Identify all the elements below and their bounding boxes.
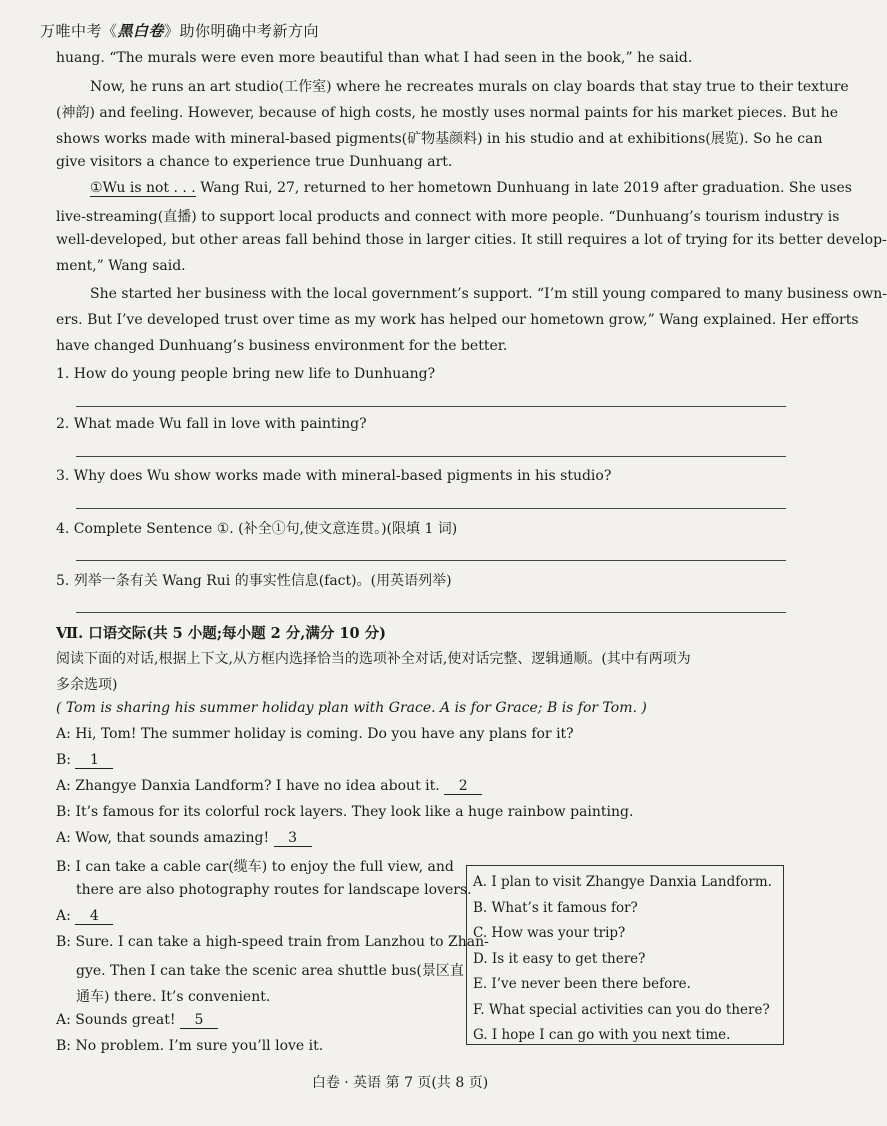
dialogue-line xyxy=(56,752,113,769)
passage-line: Now, he runs an art studio(工作室) where he recreates murals on clay boards that stay true to their texture xyxy=(90,79,849,95)
passage-line: well-developed, but other areas fall behind those in larger cities. It still requires a lot of trying for its better develop- xyxy=(56,232,887,248)
question-3: 3. Why does Wu show works made with mineral-based pigments in his studio? xyxy=(56,468,612,484)
answer-line-1[interactable] xyxy=(76,406,786,407)
page-footer: 白卷 · 英语 第 7 页(共 8 页) xyxy=(311,1075,489,1091)
passage-line: shows works made with mineral-based pigments(矿物基颜料) in his studio and at exhibitions(展览). So he can xyxy=(56,131,823,147)
blank-2[interactable]: 2 xyxy=(444,778,482,795)
option-d[interactable]: D. Is it easy to get there? xyxy=(473,950,646,967)
question-5: 5. 列举一条有关 Wang Rui 的事实性信息(fact)。(用英语列举) xyxy=(56,573,452,589)
answer-line-2[interactable] xyxy=(76,456,786,457)
passage-line: huang. “The murals were even more beautiful than what I had seen in the book,” he said. xyxy=(56,50,693,66)
dialogue-text: A: Sounds great! xyxy=(56,1012,176,1028)
header-pre: 万唯中考《 xyxy=(40,22,118,40)
header-brand: 黑白卷 xyxy=(117,22,165,40)
blank-5[interactable]: 5 xyxy=(180,1012,218,1029)
passage-line xyxy=(90,180,852,197)
option-e[interactable]: E. I’ve never been there before. xyxy=(473,976,691,992)
passage-line: give visitors a chance to experience true Dunhuang art. xyxy=(56,154,453,170)
dialogue-line: B: I can take a cable car(缆车) to enjoy the full view, and xyxy=(56,859,454,875)
dialogue-line: gye. Then I can take the scenic area shuttle bus(景区直 xyxy=(76,963,464,979)
dialogue-line xyxy=(56,908,113,925)
passage-line: have changed Dunhuang’s business environment for the better. xyxy=(56,338,508,354)
passage-line: (神韵) and feeling. However, because of high costs, he mostly uses normal paints for his market pieces. But he xyxy=(56,105,839,121)
answer-line-4[interactable] xyxy=(76,560,786,561)
question-1: 1. How do young people bring new life to Dunhuang? xyxy=(56,366,436,382)
dialogue-line: 通车) there. It’s convenient. xyxy=(76,989,271,1005)
passage-line: ment,” Wang said. xyxy=(56,258,186,274)
options-box xyxy=(466,865,784,1045)
header-post: 》助你明确中考新方向 xyxy=(164,22,320,40)
speaker: A: xyxy=(56,908,71,924)
section-instruction: 多余选项) xyxy=(56,677,118,693)
passage-line: live-streaming(直播) to support local products and connect with more people. “Dunhuang’s tourism industry is xyxy=(56,209,840,225)
answer-line-5[interactable] xyxy=(76,612,786,613)
blank-1[interactable]: 1 xyxy=(75,752,113,769)
dialogue-text: A: Wow, that sounds amazing! xyxy=(56,830,270,846)
option-b[interactable]: B. What’s it famous for? xyxy=(473,899,638,916)
option-c[interactable]: C. How was your trip? xyxy=(473,925,626,941)
question-2: 2. What made Wu fall in love with painting? xyxy=(56,416,367,432)
dialogue-line xyxy=(56,1012,218,1029)
option-f[interactable]: F. What special activities can you do there? xyxy=(473,1001,770,1018)
section-instruction: 阅读下面的对话,根据上下文,从方框内选择恰当的选项补全对话,使对话完整、逻辑通顺。(其中有两项为 xyxy=(56,651,691,667)
dialogue-line: there are also photography routes for landscape lovers. xyxy=(76,882,472,898)
dialogue-line xyxy=(56,778,482,795)
page-header xyxy=(40,20,319,41)
dialogue-line: B: Sure. I can take a high-speed train from Lanzhou to Zhan- xyxy=(56,934,489,950)
dialogue-line: B: No problem. I’m sure you’ll love it. xyxy=(56,1038,324,1054)
passage-text: Wang Rui, 27, returned to her hometown Dunhuang in late 2019 after graduation. She uses xyxy=(200,180,852,196)
passage-line: ers. But I’ve developed trust over time as my work has helped our hometown grow,” Wang explained. Her efforts xyxy=(56,312,859,328)
option-g[interactable]: G. I hope I can go with you next time. xyxy=(473,1027,731,1043)
option-a[interactable]: A. I plan to visit Zhangye Danxia Landform. xyxy=(473,874,772,890)
question-4: 4. Complete Sentence ①. (补全①句,使文意连贯。)(限填 1 词) xyxy=(56,521,458,537)
dialogue-text: A: Zhangye Danxia Landform? I have no idea about it. xyxy=(56,778,440,794)
dialogue-line: B: It’s famous for its colorful rock layers. They look like a huge rainbow painting. xyxy=(56,804,634,820)
blank-4[interactable]: 4 xyxy=(75,908,113,925)
speaker: B: xyxy=(56,752,72,768)
passage-line: She started her business with the local government’s support. “I’m still young compared to many business own- xyxy=(90,286,887,302)
blank-3[interactable]: 3 xyxy=(274,830,312,847)
dialogue-line: A: Hi, Tom! The summer holiday is coming. Do you have any plans for it? xyxy=(56,726,574,742)
dialogue-context: ( Tom is sharing his summer holiday plan with Grace. A is for Grace; B is for Tom. ) xyxy=(56,700,647,716)
section-title: Ⅶ. 口语交际(共 5 小题;每小题 2 分,满分 10 分) xyxy=(56,625,386,642)
sentence-blank-1: ①Wu is not . . . xyxy=(90,180,196,196)
answer-line-3[interactable] xyxy=(76,508,786,509)
dialogue-line xyxy=(56,830,312,847)
